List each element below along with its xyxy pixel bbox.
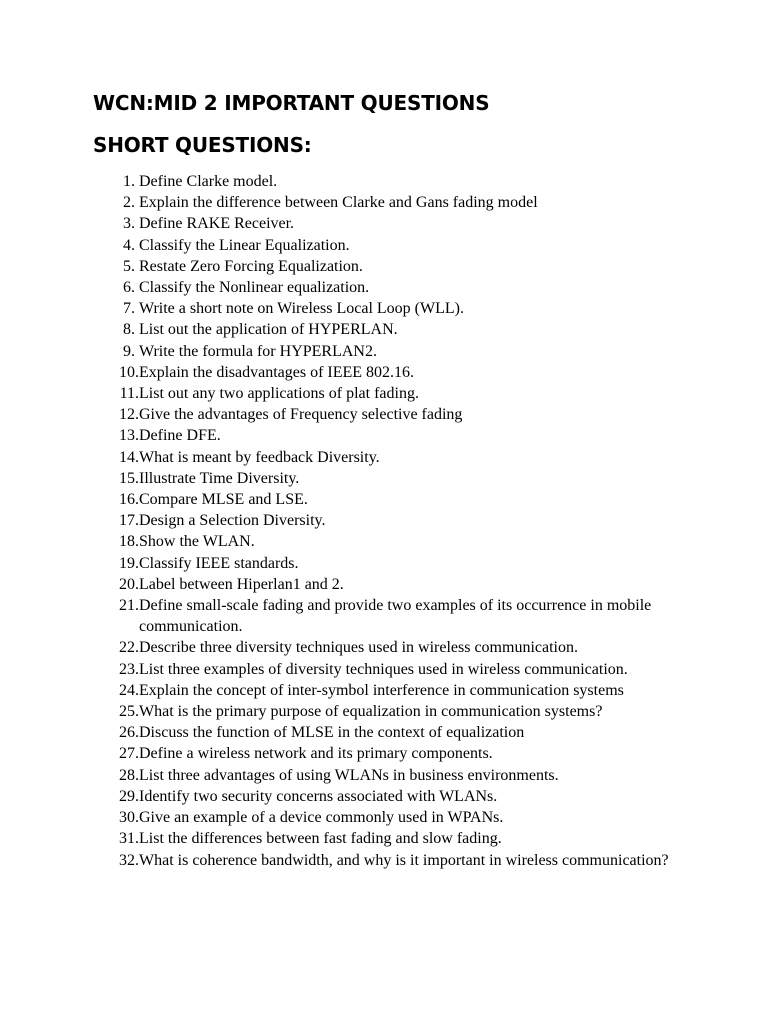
question-number: 22. <box>119 639 139 657</box>
question-number: 20. <box>119 575 139 593</box>
question-text: Write the formula for HYPERLAN2. <box>139 342 377 360</box>
question-item <box>93 850 693 871</box>
question-text: Identify two security concerns associated with WLANs. <box>139 787 498 805</box>
question-item <box>93 828 693 849</box>
question-item <box>93 213 693 234</box>
question-item <box>93 659 693 680</box>
question-item <box>93 298 693 319</box>
question-text: Define DFE. <box>139 427 221 445</box>
question-number: 2. <box>123 194 135 212</box>
question-item <box>93 765 693 786</box>
question-number: 16. <box>119 491 139 509</box>
question-item <box>93 531 693 552</box>
question-text: Define a wireless network and its primary components. <box>139 745 493 763</box>
question-number: 21. <box>119 597 139 615</box>
question-number: 19. <box>119 554 139 572</box>
question-item <box>93 510 693 531</box>
question-item <box>93 595 693 637</box>
question-item <box>93 383 693 404</box>
question-item <box>93 743 693 764</box>
question-number: 25. <box>119 703 139 721</box>
question-number: 24. <box>119 681 139 699</box>
question-number: 1. <box>123 173 135 190</box>
question-number: 7. <box>123 300 135 318</box>
question-number: 8. <box>123 321 135 339</box>
document-title: WCN:MID 2 IMPORTANT QUESTIONS <box>93 91 490 115</box>
question-text: Label between Hiperlan1 and 2. <box>139 575 344 593</box>
question-text: Give an example of a device commonly used in WPANs. <box>139 809 504 827</box>
question-item <box>93 192 693 213</box>
question-text: List out the application of HYPERLAN. <box>139 321 398 339</box>
question-number: 3. <box>123 215 135 233</box>
question-item <box>93 404 693 425</box>
section-heading: SHORT QUESTIONS: <box>93 133 312 157</box>
question-list <box>93 171 693 871</box>
question-item <box>93 277 693 298</box>
question-item <box>93 574 693 595</box>
question-number: 28. <box>119 766 139 784</box>
question-text: Define small-scale fading and provide two examples of its occurrence in mobile communication. <box>139 597 652 636</box>
question-item <box>93 235 693 256</box>
question-text: Classify IEEE standards. <box>139 554 299 572</box>
question-text: Discuss the function of MLSE in the context of equalization <box>139 724 525 742</box>
question-item <box>93 447 693 468</box>
question-number: 11. <box>119 385 139 403</box>
question-number: 32. <box>119 851 139 869</box>
question-item <box>93 171 693 192</box>
question-text: List the differences between fast fading and slow fading. <box>139 830 502 848</box>
question-item <box>93 722 693 743</box>
question-item <box>93 553 693 574</box>
question-text: List out any two applications of plat fading. <box>139 385 419 403</box>
question-item <box>93 362 693 383</box>
question-number: 14. <box>119 448 139 466</box>
question-item <box>93 786 693 807</box>
question-number: 29. <box>119 787 139 805</box>
question-number: 6. <box>123 279 135 297</box>
question-text: Design a Selection Diversity. <box>139 512 326 530</box>
question-item <box>93 468 693 489</box>
question-number: 30. <box>119 809 139 827</box>
question-text: What is meant by feedback Diversity. <box>139 448 380 466</box>
question-number: 26. <box>119 724 139 742</box>
question-text: Define Clarke model. <box>139 173 278 190</box>
question-text: List three advantages of using WLANs in business environments. <box>139 766 559 784</box>
question-text: Give the advantages of Frequency selective fading <box>139 406 463 424</box>
question-item <box>93 256 693 277</box>
question-number: 12. <box>119 406 139 424</box>
question-text: Explain the disadvantages of IEEE 802.16. <box>139 363 415 381</box>
question-number: 27. <box>119 745 139 763</box>
question-text: Restate Zero Forcing Equalization. <box>139 257 363 275</box>
question-number: 10. <box>119 363 139 381</box>
question-number: 9. <box>123 342 135 360</box>
question-number: 4. <box>123 236 135 254</box>
question-number: 5. <box>123 257 135 275</box>
question-item <box>93 637 693 658</box>
question-item <box>93 701 693 722</box>
question-item <box>93 489 693 510</box>
question-item <box>93 319 693 340</box>
question-item <box>93 807 693 828</box>
question-text: List three examples of diversity techniques used in wireless communication. <box>139 660 628 678</box>
question-text: Explain the difference between Clarke and Gans fading model <box>139 194 538 212</box>
question-text: Write a short note on Wireless Local Loop (WLL). <box>139 300 464 318</box>
question-number: 23. <box>119 660 139 678</box>
question-text: What is the primary purpose of equalization in communication systems? <box>139 703 603 721</box>
question-text: Show the WLAN. <box>139 533 255 551</box>
question-text: Describe three diversity techniques used in wireless communication. <box>139 639 578 657</box>
question-item <box>93 341 693 362</box>
question-text: Compare MLSE and LSE. <box>139 491 308 509</box>
question-text: Illustrate Time Diversity. <box>139 469 300 487</box>
question-number: 31. <box>119 830 139 848</box>
question-text: Explain the concept of inter-symbol interference in communication systems <box>139 681 624 699</box>
question-item <box>93 680 693 701</box>
question-number: 15. <box>119 469 139 487</box>
question-number: 17. <box>119 512 139 530</box>
question-text: Classify the Linear Equalization. <box>139 236 350 254</box>
question-number: 18. <box>119 533 139 551</box>
question-item <box>93 425 693 446</box>
question-text: What is coherence bandwidth, and why is it important in wireless communication? <box>139 851 669 869</box>
question-text: Classify the Nonlinear equalization. <box>139 279 370 297</box>
question-text: Define RAKE Receiver. <box>139 215 295 233</box>
question-number: 13. <box>119 427 139 445</box>
